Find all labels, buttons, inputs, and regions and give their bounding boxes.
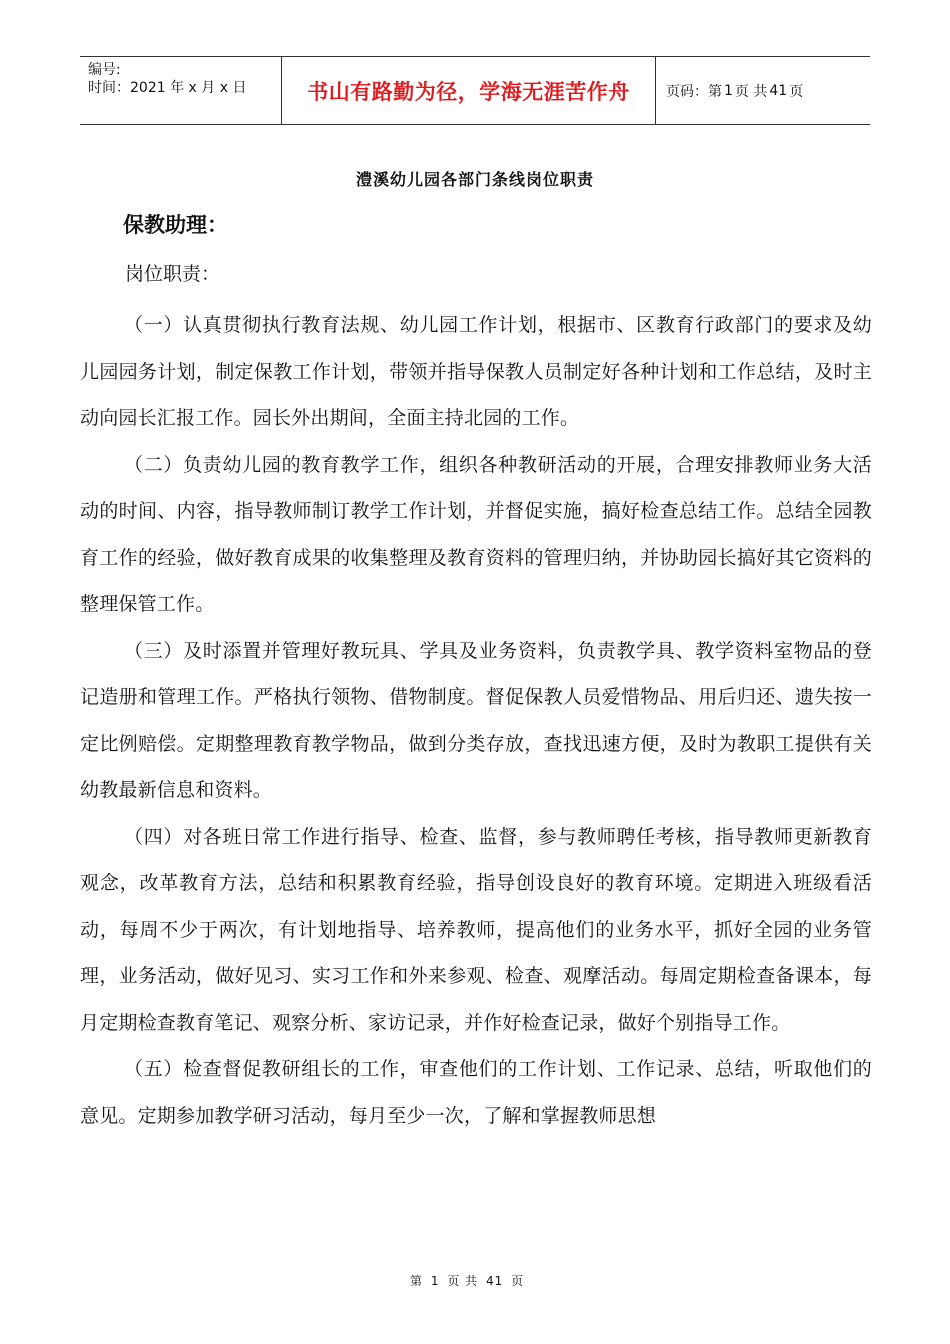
footer-prefix: 第 [410, 1274, 424, 1288]
page-footer [0, 1272, 950, 1289]
body-text [80, 302, 872, 1139]
header-page-code [656, 57, 870, 124]
page-code-suffix: 页 [789, 83, 804, 100]
footer-mid: 页 共 [447, 1274, 479, 1288]
paragraph-3: （三）及时添置并管理好教玩具、学具及业务资料，负责教学具、教学资料室物品的登记造册和管理工作。严格执行领物、借物制度。督促保教人员爱惜物品、用后归还、遗失按一定比例赔偿。定期整理教育教学物品，做到分类存放，查找迅速方便，及时为教职工提供有关幼教最新信息和资料。 [80, 639, 872, 801]
document-number-label: 编号: [88, 62, 121, 78]
document-time: 时间：2021 年 x 月 x 日 [88, 80, 247, 96]
document-title: 澧溪幼儿园各部门条线岗位职责 [355, 170, 594, 189]
page-code-prefix: 页码：第 [666, 83, 722, 100]
section-heading: 保教助理： [123, 213, 228, 237]
paragraph-1: （一）认真贯彻执行教育法规、幼儿园工作计划，根据市、区教育行政部门的要求及幼儿园园务计划，制定保教工作计划，带领并指导保教人员制定好各种计划和工作总结，及时主动向园长汇报工作。园长外出期间，全面主持北园的工作。 [80, 314, 872, 429]
sub-heading: 岗位职责： [125, 263, 221, 285]
page-header [80, 56, 870, 125]
footer-suffix: 页 [511, 1274, 525, 1288]
footer-total-pages: 41 [485, 1274, 504, 1288]
page-code-current: 1 [724, 82, 733, 99]
header-meta [80, 57, 281, 124]
page-code-total: 41 [769, 82, 788, 99]
paragraph-5: （五）检查督促教研组长的工作，审查他们的工作计划、工作记录、总结，听取他们的意见。定期参加教学研习活动，每月至少一次，了解和掌握教师思想 [80, 1058, 872, 1127]
header-motto: 书山有路勤为径，学海无涯苦作舟 [281, 57, 656, 124]
footer-current-page: 1 [430, 1274, 440, 1288]
paragraph-4: （四）对各班日常工作进行指导、检查、监督，参与教师聘任考核，指导教师更新教育观念，改革教育方法，总结和积累教育经验，指导创设良好的教育环境。定期进入班级看活动，每周不少于两次，有计划地指导、培养教师，提高他们的业务水平，抓好全园的业务管理，业务活动，做好见习、实习工作和外来参观、检查、观摩活动。每周定期检查备课本，每月定期检查教育笔记、观察分析、家访记录，并作好检查记录，做好个别指导工作。 [80, 825, 872, 1034]
paragraph-2: （二）负责幼儿园的教育教学工作，组织各种教研活动的开展，合理安排教师业务大活动的时间、内容，指导教师制订教学工作计划，并督促实施，搞好检查总结工作。总结全园教育工作的经验，做好教育成果的收集整理及教育资料的管理归纳，并协助园长搞好其它资料的整理保管工作。 [80, 453, 872, 615]
page-code-mid: 页 共 [734, 83, 768, 100]
